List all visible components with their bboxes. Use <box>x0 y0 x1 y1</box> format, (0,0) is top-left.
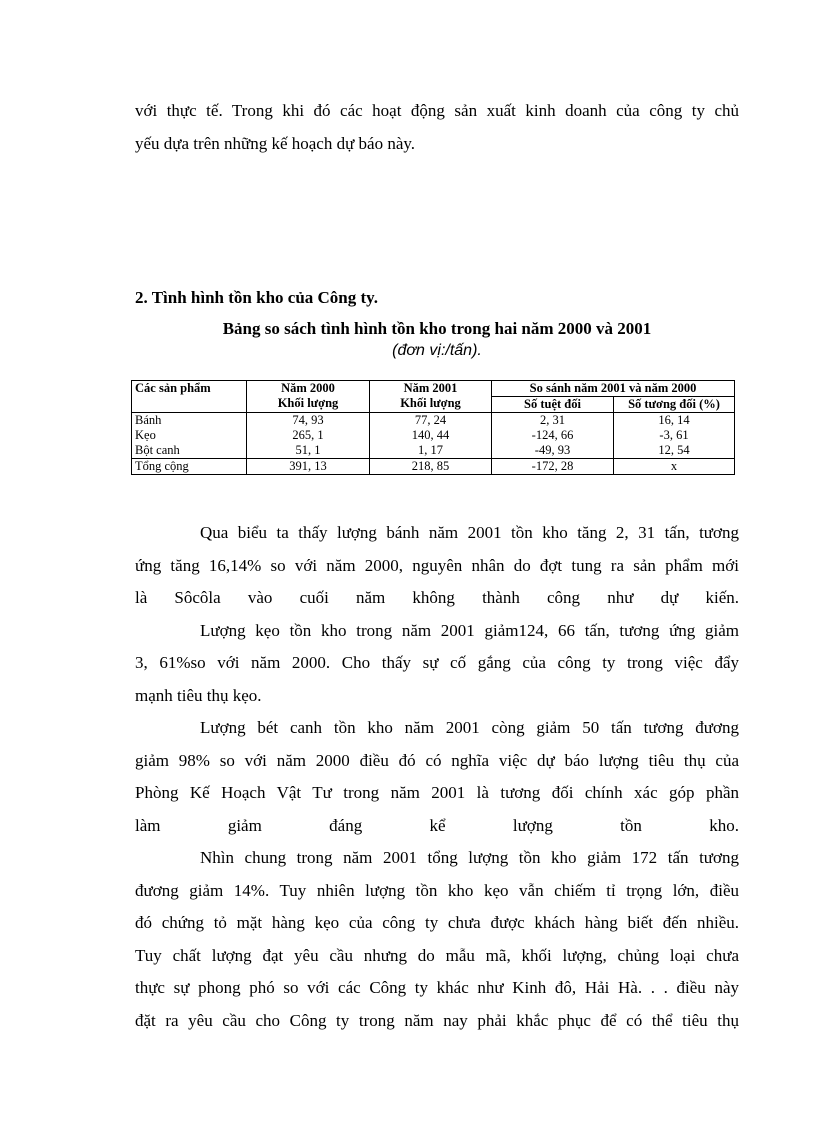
table-row <box>132 413 735 429</box>
header-relative: Số tương đối (%) <box>614 397 735 413</box>
table-unit: (đơn vị:/tấn). <box>392 342 482 359</box>
table-row <box>132 428 735 443</box>
cell-2001: 140, 44 <box>370 428 492 443</box>
body-line: đó chứng tỏ mặt hàng kẹo của công ty chưa được khách hàng biết đến nhiều. <box>135 913 739 932</box>
cell-2000: 74, 93 <box>247 413 370 429</box>
body-paragraphs <box>135 517 739 1037</box>
cell-2001: 1, 17 <box>370 443 492 459</box>
cell-product: Bánh <box>132 413 247 429</box>
body-line: thực sự phong phó so với các Công ty khác như Kinh đô, Hải Hà. . . điều này <box>135 978 739 997</box>
body-line: đặt ra yêu cầu cho Công ty trong năm nay phải khắc phục để có thể tiêu thụ <box>135 1010 739 1030</box>
body-line: mạnh tiêu thụ kẹo. <box>135 685 262 705</box>
body-line: đương giảm 14%. Tuy nhiên lượng tồn kho kẹo vẫn chiếm tỉ trọng lớn, điều <box>135 880 739 900</box>
intro-line: với thực tế. Trong khi đó các hoạt động sản xuất kinh doanh của công ty chủ <box>135 101 739 120</box>
cell-relative: -3, 61 <box>614 428 735 443</box>
body-line: Lượng bét canh tồn kho năm 2001 còng giảm 50 tấn tương đương <box>200 718 739 737</box>
body-line: Tuy chất lượng đạt yêu cầu nhưng do mẫu mã, khối lượng, chủng loại chưa <box>135 945 739 965</box>
header-year-2000-label: Năm 2000 <box>281 381 335 395</box>
header-year-2001-sub: Khối lượng <box>400 396 461 410</box>
body-line: Qua biểu ta thấy lượng bánh năm 2001 tồn kho tăng 2, 31 tấn, tương <box>200 523 739 542</box>
section-heading: 2. Tình hình tồn kho của Công ty. <box>135 288 378 307</box>
table-title: Bảng so sách tình hình tồn kho trong hai năm 2000 và 2001 <box>222 319 652 338</box>
cell-product: Tổng cộng <box>132 459 247 475</box>
cell-relative: x <box>614 459 735 475</box>
intro-line: yếu dựa trên những kế hoạch dự báo này. <box>135 134 416 153</box>
body-line: Nhìn chung trong năm 2001 tổng lượng tồn kho giảm 172 tấn tương <box>200 848 739 867</box>
cell-2001: 77, 24 <box>370 413 492 429</box>
table-row <box>132 443 735 459</box>
body-line: 3, 61%so với năm 2000. Cho thấy sự cố gắng của công ty trong việc đẩy <box>135 653 739 672</box>
cell-product: Kẹo <box>132 428 247 443</box>
body-line: giảm 98% so với năm 2000 điều đó có nghĩa việc dự báo lượng tiêu thụ của <box>135 750 739 770</box>
header-year-2000-sub: Khối lượng <box>277 396 339 410</box>
cell-product: Bột canh <box>132 443 247 459</box>
body-line: làm giảm đáng kể lượng tồn kho. <box>135 815 739 835</box>
cell-relative: 16, 14 <box>614 413 735 429</box>
header-year-2001 <box>370 381 492 413</box>
header-year-2001-label: Năm 2001 <box>403 381 458 395</box>
body-line: Phòng Kế Hoạch Vật Tư trong năm 2001 là tương đối chính xác góp phần <box>135 783 739 802</box>
cell-absolute: -124, 66 <box>492 428 614 443</box>
intro-paragraph <box>135 94 739 160</box>
cell-2000: 265, 1 <box>247 428 370 443</box>
body-line: Lượng kẹo tồn kho trong năm 2001 giảm124, 66 tấn, tương ứng giảm <box>200 620 739 640</box>
inventory-table <box>131 380 735 475</box>
table-row-total <box>132 459 735 475</box>
header-product: Các sản phẩm <box>132 381 247 413</box>
cell-absolute: 2, 31 <box>492 413 614 429</box>
body-line: ứng tăng 16,14% so với năm 2000, nguyên nhân do đợt tung ra sản phẩm mới <box>135 555 739 575</box>
header-absolute: Số tuệt đối <box>492 397 614 413</box>
header-year-2000 <box>247 381 370 413</box>
cell-absolute: -49, 93 <box>492 443 614 459</box>
cell-2001: 218, 85 <box>370 459 492 475</box>
cell-relative: 12, 54 <box>614 443 735 459</box>
header-compare: So sánh năm 2001 và năm 2000 <box>492 381 735 397</box>
body-line: là Sôcôla vào cuối năm không thành công như dự kiến. <box>135 588 739 607</box>
cell-2000: 51, 1 <box>247 443 370 459</box>
cell-absolute: -172, 28 <box>492 459 614 475</box>
cell-2000: 391, 13 <box>247 459 370 475</box>
